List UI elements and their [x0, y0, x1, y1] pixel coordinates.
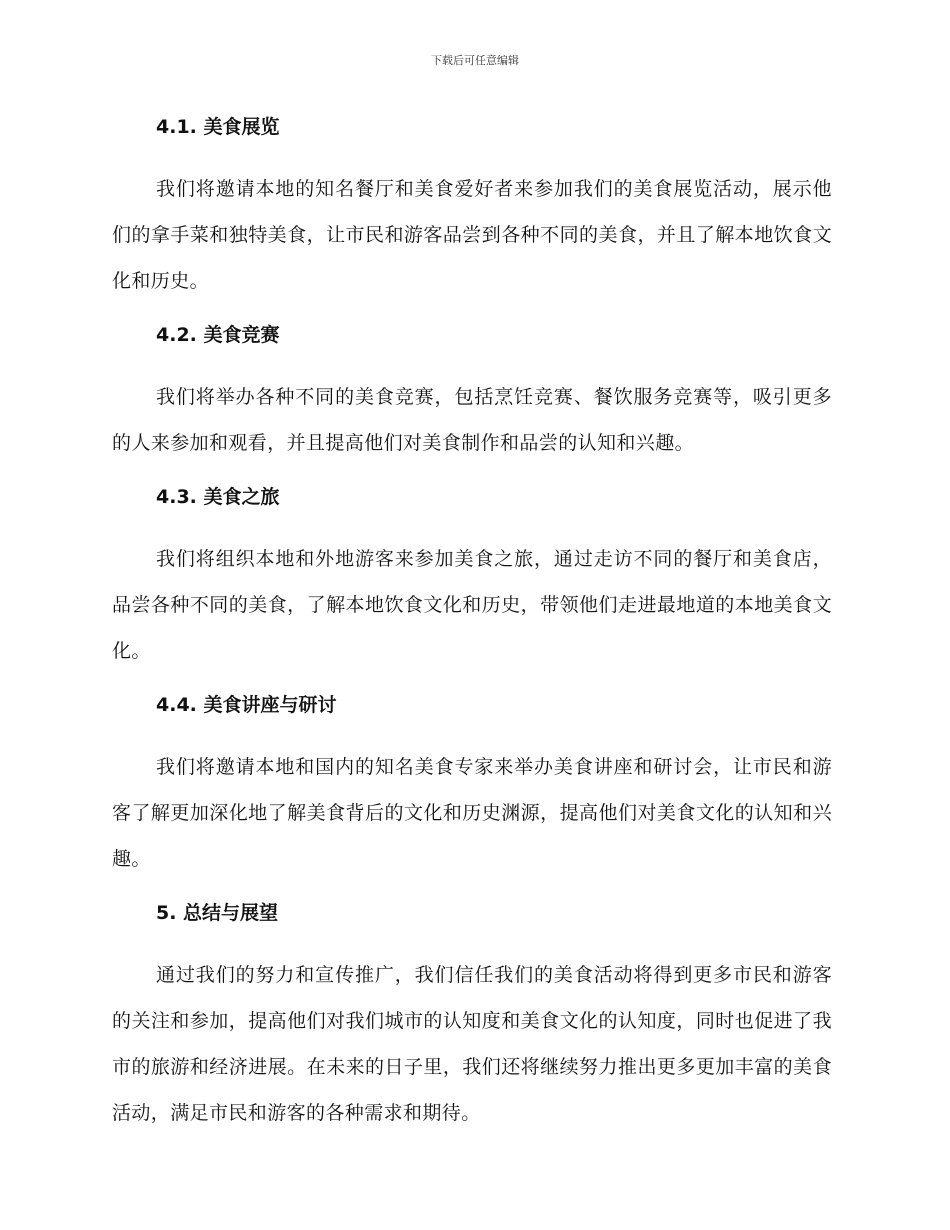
section-paragraph-4-3: 我们将组织本地和外地游客来参加美食之旅，通过走访不同的餐厅和美食店，品尝各种不同的美食，了解本地饮食文化和历史，带领他们走进最地道的本地美食文化。 [112, 548, 832, 662]
section-paragraph-4-4: 我们将邀请本地和国内的知名美食专家来举办美食讲座和研讨会，让市民和游客了解更加深化地了解美食背后的文化和历史渊源，提高他们对美食文化的认知和兴趣。 [112, 756, 832, 870]
page-header: 下载后可任意编辑 [431, 54, 519, 67]
section-paragraph-4-2: 我们将举办各种不同的美食竞赛，包括烹饪竞赛、餐饮服务竞赛等，吸引更多的人来参加和观看，并且提高他们对美食制作和品尝的认知和兴趣。 [112, 386, 832, 454]
document-body [112, 110, 832, 1136]
section-paragraph-5: 通过我们的努力和宣传推广，我们信任我们的美食活动将得到更多市民和游客的关注和参加，提高他们对我们城市的认知度和美食文化的认知度，同时也促进了我市的旅游和经济进展。在未来的日子里，我们还将继续努力推出更多更加丰富的美食活动，满足市民和游客的各种需求和期待。 [112, 964, 832, 1124]
section-heading-4-1: 4.1. 美食展览 [156, 116, 280, 138]
section-heading-4-2: 4.2. 美食竞赛 [156, 324, 280, 346]
section-paragraph-4-1: 我们将邀请本地的知名餐厅和美食爱好者来参加我们的美食展览活动，展示他们的拿手菜和独特美食，让市民和游客品尝到各种不同的美食，并且了解本地饮食文化和历史。 [112, 178, 832, 292]
section-heading-4-4: 4.4. 美食讲座与研讨 [156, 694, 337, 716]
section-heading-4-3: 4.3. 美食之旅 [156, 486, 280, 508]
section-heading-5: 5. 总结与展望 [156, 902, 279, 924]
